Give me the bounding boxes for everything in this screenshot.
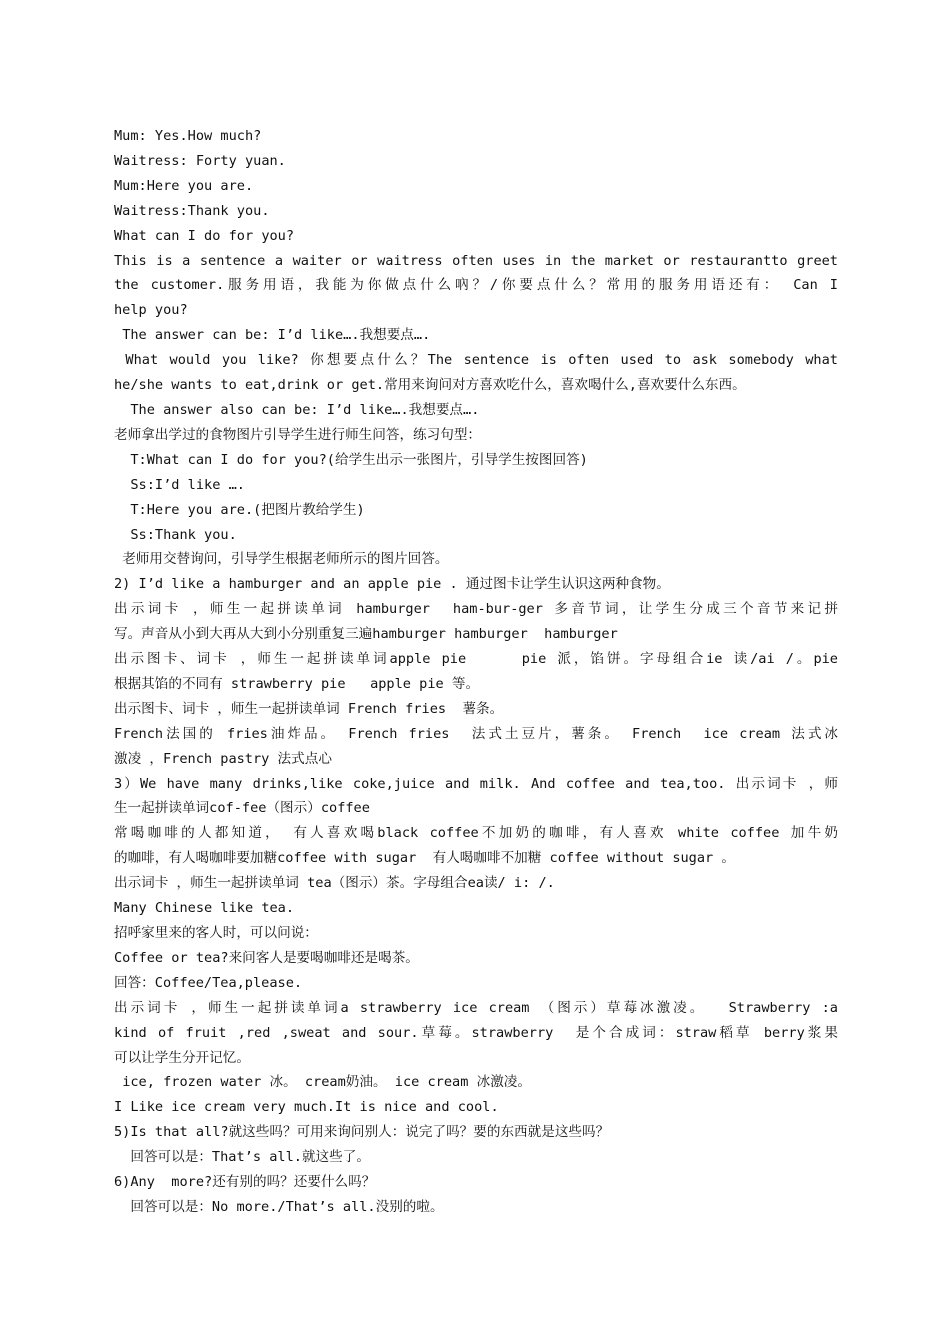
- text-line: The answer also can be: I’d like….我想要点….: [114, 401, 480, 418]
- text-line: help you?: [114, 302, 188, 319]
- text-line: 老师拿出学过的食物图片引导学生进行师生问答，练习句型：: [114, 426, 482, 443]
- text-line: 6)Any more?还有别的吗？还要什么吗？: [114, 1174, 376, 1191]
- text-line: This is a sentence a waiter or waitress often uses in the market or restaurantto greet: [114, 252, 838, 269]
- text-line: Ss:I’d like ….: [114, 476, 245, 493]
- text-line: Waitress: Forty yuan.: [114, 152, 286, 169]
- text-line: ice, frozen water 冰。 cream奶油。 ice cream 冰激凌。: [114, 1074, 531, 1091]
- text-line: the customer.服务用语，我能为你做点什么吶？/你要点什么？常用的服务用语还有： Can I: [114, 277, 838, 294]
- text-line: 回答可以是：That’s all.就这些了。: [114, 1149, 370, 1166]
- text-line: 出示图卡、词卡 ，师生一起拼读单词 French fries 薯条。: [114, 700, 504, 717]
- text-line: 3）We have many drinks,like coke,juice and milk. And coffee and tea,too. 出示词卡 ，师: [114, 775, 838, 792]
- text-line: What would you like? 你想要点什么？The sentence is often used to ask somebody what: [114, 352, 838, 369]
- text-line: 出示词卡 ，师生一起拼读单词 hamburger ham-bur-ger 多音节词，让学生分成三个音节来记拼: [114, 601, 838, 618]
- text-line: 写。声音从小到大再从大到小分别重复三遍hamburger hamburger hamburger: [114, 626, 618, 643]
- text-line: Mum: Yes.How much?: [114, 128, 262, 144]
- text-line: 2) I’d like a hamburger and an apple pie . 通过图卡让学生认识这两种食物。: [114, 576, 670, 593]
- text-line: 招呼家里来的客人时，可以问说：: [114, 925, 318, 941]
- text-line: 根据其馅的不同有 strawberry pie apple pie 等。: [114, 675, 480, 692]
- text-line: 老师用交替询问，引导学生根据老师所示的图片回答。: [114, 551, 449, 568]
- text-line: Waitress:Thank you.: [114, 202, 270, 219]
- text-line: 可以让学生分开记忆。: [114, 1049, 250, 1066]
- text-line: Mum:Here you are.: [114, 177, 254, 194]
- text-line: 回答：Coffee/Tea,please.: [114, 974, 303, 991]
- text-line: 生一起拼读单词cof-fee（图示）coffee: [114, 800, 370, 817]
- text-line: T:What can I do for you?(给学生出示一张图片，引导学生按图回答): [114, 451, 588, 468]
- text-line: 常喝咖啡的人都知道， 有人喜欢喝black coffee不加奶的咖啡，有人喜欢 white coffee 加牛奶: [114, 825, 838, 842]
- text-line: 出示图卡、词卡 ，师生一起拼读单词apple pie pie 派，馅饼。字母组合ie 读/ai /。pie: [114, 651, 838, 668]
- text-line: 激凌 ，French pastry 法式点心: [114, 750, 332, 767]
- text-line: Coffee or tea?来问客人是要喝咖啡还是喝茶。: [114, 949, 419, 966]
- text-line: kind of fruit ,red ,sweat and sour.草莓。strawberry 是个合成词：straw稻草 berry浆果: [114, 1024, 838, 1041]
- text-line: 回答可以是：No more./That’s all.没别的啦。: [114, 1198, 444, 1215]
- text-line: he/she wants to eat,drink or get.常用来询问对方喜欢吃什么，喜欢喝什么,喜欢要什么东西。: [114, 377, 746, 394]
- document-body: [114, 124, 838, 1220]
- text-line: 出示词卡 ，师生一起拼读单词a strawberry ice cream （图示）草莓冰激凌。 Strawberry :a: [114, 999, 838, 1016]
- text-line: The answer can be: I’d like….我想要点….: [114, 327, 431, 344]
- text-line: French法国的 fries油炸品。 French fries 法式土豆片，薯条。 French ice cream 法式冰: [114, 725, 838, 742]
- text-line: 的咖啡，有人喝咖啡要加糖coffee with sugar 有人喝咖啡不加糖 coffee without sugar 。: [114, 850, 736, 867]
- text-line: 5)Is that all?就这些吗？可用来询问别人：说完了吗？要的东西就是这些吗？: [114, 1124, 610, 1141]
- text-line: 出示词卡 ，师生一起拼读单词 tea（图示）茶。字母组合ea读/ i: /.: [114, 875, 555, 892]
- text-line: Ss:Thank you.: [114, 526, 237, 543]
- text-line: What can I do for you?: [114, 227, 295, 244]
- text-line: Many Chinese like tea.: [114, 900, 295, 917]
- text-line: T:Here you are.(把图片教给学生): [114, 501, 365, 518]
- text-line: I Like ice cream very much.It is nice and cool.: [114, 1099, 499, 1116]
